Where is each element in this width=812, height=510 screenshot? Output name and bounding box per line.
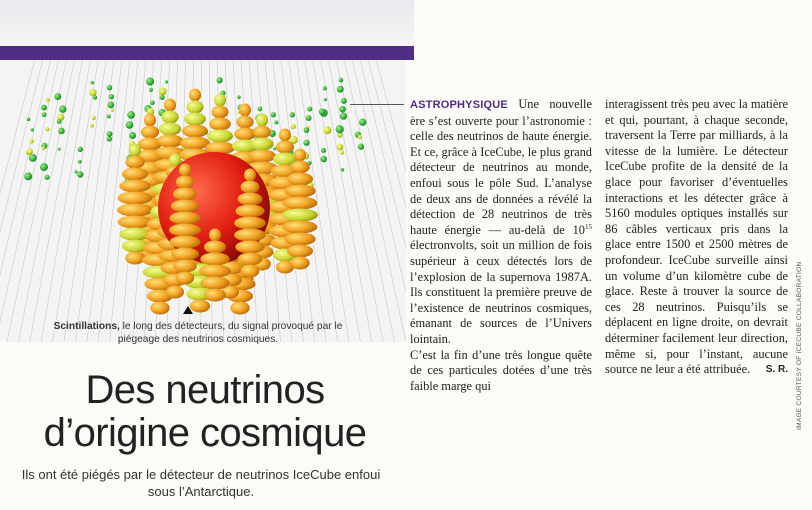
section-kicker: ASTROPHYSIQUE	[410, 99, 508, 111]
optical-module-hit	[323, 86, 327, 90]
triggered-sensor-string	[141, 126, 159, 139]
triggered-sensor-string	[239, 104, 251, 117]
optical-module-hit	[129, 132, 136, 139]
headline-line-1: Des neutrinos	[85, 368, 325, 412]
triggered-sensor-string	[238, 193, 263, 206]
paragraph-1-text-a: Une nouvelle ère s’est ouverte pour l’astronomie : celle des neutrinos de haute énergie. Et ce, grâce à IceCube, le plus grand détecteur de neutrinos au monde, enfoui sous le pôle Sud. L’analyse de deux ans de données a révélé la détection de 28 neutrinos de très haute énergie — au-delà de 10	[410, 97, 592, 237]
triggered-sensor-string	[125, 156, 144, 169]
optical-module-hit	[339, 106, 346, 113]
optical-module-hit	[54, 93, 61, 100]
optical-module-hit	[93, 95, 97, 99]
optical-module-hit	[74, 170, 77, 173]
triggered-sensor-string	[189, 89, 201, 102]
triggered-sensor-string	[290, 161, 309, 174]
optical-module-hit	[273, 147, 276, 150]
article-column-1	[410, 97, 592, 394]
triggered-sensor-string	[119, 180, 150, 193]
optical-module-hit	[306, 115, 312, 121]
triggered-sensor-string	[287, 245, 313, 258]
optical-module-hit	[290, 112, 295, 117]
triggered-sensor-string	[117, 204, 153, 217]
detector-string-line	[350, 60, 406, 342]
triggered-sensor-string	[284, 185, 315, 198]
triggered-sensor-string	[235, 241, 264, 254]
optical-module-hit	[41, 146, 45, 150]
triggered-sensor-string	[157, 135, 184, 148]
optical-module-hit	[107, 136, 112, 141]
paragraph-2-start: C’est la fin d’une très longue quête de ces particules dotées d’une très faible marge qui	[410, 347, 592, 393]
detector-string-line	[5, 60, 68, 342]
optical-module-hit	[303, 140, 309, 146]
optical-module-hit	[271, 112, 276, 117]
triggered-sensor-string	[187, 101, 204, 114]
optical-module-hit	[107, 114, 111, 118]
triggered-sensor-string	[238, 253, 263, 266]
optical-module-hit	[337, 86, 344, 93]
triggered-sensor-string	[253, 126, 271, 139]
optical-module-hit	[359, 119, 366, 126]
triggered-sensor-string	[182, 125, 208, 138]
triggered-sensor-string	[204, 241, 226, 254]
optical-module-hit	[27, 149, 33, 155]
triggered-sensor-string	[169, 212, 200, 225]
figure-caption	[48, 320, 348, 346]
optical-module-hit	[160, 95, 165, 100]
optical-module-hit	[78, 147, 83, 152]
triggered-sensor-string	[171, 200, 199, 213]
optical-module-hit	[27, 117, 31, 121]
optical-module-hit	[150, 100, 155, 105]
optical-module-hit	[29, 139, 33, 143]
detector-string-line	[342, 60, 406, 342]
triggered-sensor-string	[256, 114, 268, 127]
optical-module-hit	[111, 108, 114, 111]
triggered-sensor-string	[176, 272, 194, 285]
paragraph-1	[410, 97, 592, 348]
optical-module-hit	[90, 124, 94, 128]
optical-module-hit	[107, 85, 112, 90]
triggered-sensor-string	[184, 113, 206, 126]
author-signature: S. R.	[765, 364, 788, 376]
optical-module-hit	[341, 168, 344, 171]
triggered-sensor-string	[244, 169, 256, 182]
optical-module-hit	[321, 148, 326, 153]
triggered-sensor-string	[209, 118, 231, 131]
optical-module-hit	[159, 88, 167, 96]
optical-module-hit	[323, 126, 331, 134]
optical-module-hit	[340, 113, 347, 120]
triggered-sensor-string	[159, 123, 181, 136]
optical-module-hit	[59, 105, 66, 112]
optical-module-hit	[57, 119, 62, 124]
optical-module-hit	[45, 127, 49, 131]
optical-module-hit	[307, 106, 312, 111]
optical-module-hit	[40, 163, 48, 171]
triggered-sensor-string	[209, 229, 221, 242]
triggered-sensor-string	[118, 192, 153, 205]
icecube-event-visualization	[0, 60, 406, 342]
triggered-sensor-string	[166, 286, 184, 299]
optical-module-hit	[78, 160, 82, 164]
optical-module-hit	[46, 98, 50, 102]
triggered-sensor-string	[129, 144, 141, 157]
triggered-sensor-string	[118, 216, 153, 229]
header-background	[0, 0, 414, 46]
triggered-sensor-string	[283, 197, 318, 210]
optical-module-hit	[165, 80, 168, 83]
detector-string-line	[0, 60, 37, 342]
triggered-sensor-string	[207, 130, 233, 143]
triggered-sensor-string	[150, 302, 169, 315]
triggered-sensor-string	[164, 99, 176, 112]
detector-string-line	[51, 60, 100, 342]
optical-module-hit	[44, 175, 49, 180]
detector-string-line	[358, 60, 406, 342]
image-credit: IMAGE COURTESY OF ICECUBE COLLABORATION	[796, 261, 803, 430]
optical-module-hit	[258, 107, 263, 112]
triggered-sensor-string	[200, 253, 229, 266]
triggered-sensor-string	[241, 265, 260, 278]
standfirst: Ils ont été piégés par le détecteur de neutrinos IceCube enfoui sous l’Antarctique.	[21, 467, 381, 499]
triggered-sensor-string	[171, 248, 199, 261]
triggered-sensor-string	[199, 265, 231, 278]
triggered-sensor-string	[290, 257, 309, 270]
triggered-sensor-string	[169, 224, 201, 237]
optical-module-hit	[107, 131, 113, 137]
caption-pointer-icon	[183, 306, 193, 314]
triggered-sensor-string	[179, 164, 191, 177]
optical-module-hit	[149, 88, 153, 92]
triggered-sensor-string	[200, 277, 229, 290]
optical-module-hit	[42, 112, 47, 117]
triggered-sensor-string	[161, 111, 178, 124]
triggered-sensor-string	[125, 252, 144, 265]
caption-text: le long des détecteurs, du signal provoqué par le piégeage des neutrinos cosmiques.	[117, 321, 343, 345]
triggered-sensor-string	[176, 176, 194, 189]
triggered-sensor-string	[173, 188, 197, 201]
headline	[40, 369, 370, 455]
detector-string-line	[311, 60, 362, 342]
paragraph-1-text-b: électronvolts, soit un million de fois supérieur à ceux détectés lors de l’explosion de la supernova 1987A. Ils constituent la première preuve de l’existence de neutrinos cosmiques, émanant de sources de l’Univers lointain.	[410, 238, 592, 346]
optical-module-hit	[274, 120, 278, 124]
detector-string-line	[0, 60, 61, 342]
optical-module-hit	[324, 98, 327, 101]
triggered-sensor-string	[234, 229, 266, 242]
optical-module-hit	[109, 94, 114, 99]
optical-module-hit	[358, 135, 362, 139]
optical-module-hit	[338, 133, 342, 137]
optical-module-hit	[337, 144, 344, 151]
triggered-sensor-string	[214, 94, 226, 107]
optical-module-hit	[89, 89, 96, 96]
triggered-sensor-string	[237, 116, 254, 129]
paragraph-2-end-text: interagissent très peu avec la matière et qui, pourtant, à chaque seconde, traversent la Terre par milliards, à la vitesse de la lumière. Le détecteur IceCube profite de la densité de la glace pour favoriser d’éventuelles interactions et les détecter grâce à 5160 modules optiques installés sur 86 câbles verticaux pris dans la glace entre 1500 et 2500 mètres de profondeur. IceCube surveille ainsi un volume d’un kilomètre cube de glace. Reste à trouver la source de ces 28 neutrinos. Puisqu’ils se déplacent en ligne droite, on devrait déterminer facilement leur direction, même si, pour l’instant, aucune source ne leur a été attribuée.	[605, 97, 788, 377]
triggered-sensor-string	[284, 233, 315, 246]
optical-module-hit	[58, 128, 65, 135]
detector-string-line	[17, 60, 77, 342]
optical-module-hit	[107, 101, 114, 108]
optical-module-hit	[29, 154, 37, 162]
triggered-sensor-string	[282, 209, 318, 222]
triggered-sensor-string	[122, 168, 148, 181]
triggered-sensor-string	[169, 236, 200, 249]
optical-module-hit	[341, 98, 347, 104]
triggered-sensor-string	[235, 205, 264, 218]
triggered-sensor-string	[283, 221, 318, 234]
triggered-sensor-string	[248, 150, 276, 163]
triggered-sensor-string	[241, 181, 260, 194]
optical-module-hit	[340, 150, 344, 154]
optical-module-hit	[24, 172, 32, 180]
triggered-sensor-string	[250, 138, 273, 151]
triggered-sensor-string	[144, 114, 156, 127]
caption-lead: Scintillations,	[53, 321, 120, 332]
article-column-2	[605, 97, 788, 378]
triggered-sensor-string	[234, 128, 256, 141]
optical-module-hit	[41, 105, 47, 111]
paragraph-2-end	[605, 97, 788, 378]
kicker-rule	[350, 104, 404, 105]
optical-module-hit	[237, 95, 241, 99]
optical-module-hit	[58, 148, 61, 151]
optical-module-hit	[127, 111, 135, 119]
triggered-sensor-string	[276, 141, 294, 154]
optical-module-hit	[126, 121, 134, 129]
optical-module-hit	[216, 77, 222, 83]
triggered-sensor-string	[204, 289, 226, 302]
detector-string-line	[63, 60, 108, 342]
optical-module-hit	[321, 156, 328, 163]
optical-module-hit	[92, 116, 96, 120]
optical-module-hit	[90, 81, 93, 84]
triggered-sensor-string	[279, 129, 291, 142]
detector-string-line	[327, 60, 385, 342]
optical-module-hit	[319, 108, 326, 115]
optical-module-hit	[77, 171, 83, 177]
exponent: 15	[585, 222, 592, 231]
optical-module-hit	[304, 127, 310, 133]
optical-module-hit	[358, 144, 364, 150]
triggered-sensor-string	[230, 302, 249, 315]
triggered-sensor-string	[234, 217, 266, 230]
headline-line-2: d’origine cosmique	[43, 411, 367, 455]
triggered-sensor-string	[287, 173, 313, 186]
triggered-sensor-string	[294, 149, 306, 162]
triggered-sensor-string	[212, 106, 229, 119]
detector-string-line	[374, 60, 406, 342]
section-color-band	[0, 46, 414, 60]
optical-module-hit	[31, 128, 34, 131]
optical-module-hit	[291, 124, 296, 129]
optical-module-hit	[339, 78, 344, 83]
optical-module-hit	[336, 125, 344, 133]
optical-module-hit	[146, 78, 154, 86]
triggered-sensor-string	[173, 260, 197, 273]
detector-string-line	[0, 60, 45, 342]
